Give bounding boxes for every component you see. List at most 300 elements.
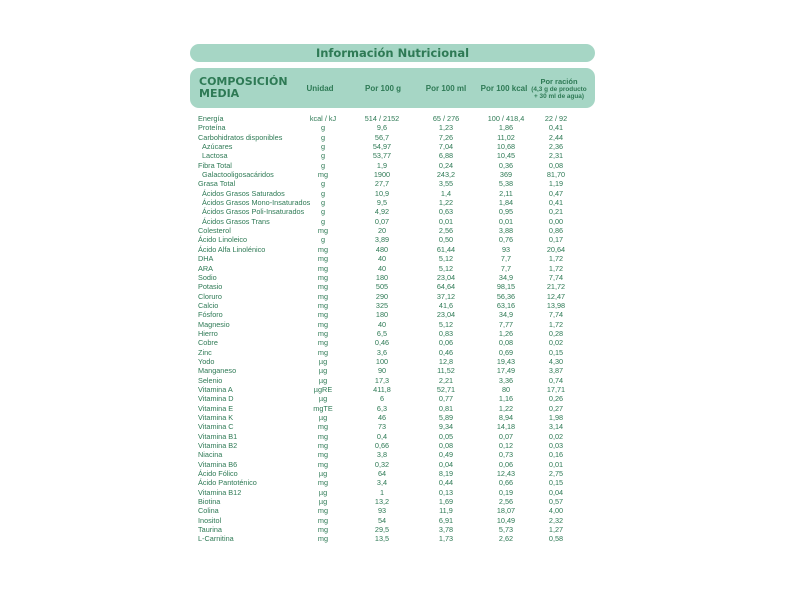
value-per-100ml: 0,24	[438, 160, 454, 170]
table-row	[198, 441, 588, 450]
nutrient-name: Fósforo	[198, 310, 223, 320]
value-per-portion: 81,70	[546, 170, 566, 180]
value-per-portion: 0,02	[548, 338, 564, 348]
value-per-100ml: 0,13	[438, 487, 454, 497]
value-per-100kcal: 0,95	[498, 207, 514, 217]
value-per-100ml: 7,04	[438, 142, 454, 152]
value-per-100g: 514 / 2152	[364, 114, 400, 123]
table-row	[198, 254, 588, 263]
value-per-portion: 0,21	[548, 207, 564, 217]
value-per-100g: 40	[377, 319, 387, 329]
nutrient-name: Magnesio	[198, 319, 230, 329]
table-row	[198, 404, 588, 413]
nutrient-unit: g	[320, 142, 326, 152]
value-per-100kcal: 5,73	[498, 525, 514, 535]
value-per-100ml: 2,56	[438, 226, 454, 236]
value-per-portion: 12,47	[546, 291, 566, 301]
table-row	[198, 432, 588, 441]
value-per-100kcal: 2,11	[499, 188, 513, 198]
value-per-portion: 0,57	[548, 497, 564, 507]
value-per-100kcal: 18,07	[496, 506, 516, 516]
value-per-100kcal: 12,43	[496, 469, 516, 479]
nutrient-unit: mg	[317, 226, 329, 236]
value-per-100kcal: 0,07	[498, 431, 514, 441]
table-row	[198, 189, 588, 198]
table-row	[198, 357, 588, 366]
table-row	[198, 413, 588, 422]
table-row	[198, 292, 588, 301]
value-per-100kcal: 63,16	[496, 300, 516, 310]
value-per-portion: 1,72	[548, 254, 564, 264]
value-per-100ml: 52,71	[436, 384, 456, 394]
table-row	[198, 506, 588, 515]
header-portion-note2: + 30 ml de agua)	[534, 92, 584, 100]
table-row	[198, 170, 588, 179]
header-per-100ml: Por 100 ml	[425, 83, 467, 93]
nutrient-unit: g	[320, 151, 326, 161]
value-per-portion: 1,19	[548, 179, 564, 189]
nutrient-name: Energía	[198, 114, 224, 123]
value-per-100ml: 0,06	[438, 338, 454, 348]
value-per-100kcal: 0,06	[498, 459, 514, 469]
table-row	[198, 385, 588, 394]
value-per-100g: 56,7	[374, 132, 390, 142]
value-per-portion: 0,28	[548, 328, 564, 338]
value-per-100kcal: 369	[499, 170, 513, 180]
table-row	[198, 217, 588, 226]
table-row	[198, 301, 588, 310]
value-per-100kcal: 7,7	[500, 263, 512, 273]
value-per-100g: 180	[375, 310, 389, 320]
value-per-100g: 0,07	[374, 216, 390, 226]
value-per-100kcal: 0,19	[498, 487, 514, 497]
value-per-100ml: 0,08	[438, 441, 454, 451]
value-per-100kcal: 0,01	[498, 216, 514, 226]
nutrient-unit: g	[320, 179, 326, 189]
nutrient-name: Fibra Total	[198, 160, 232, 170]
value-per-100ml: 61,44	[436, 244, 456, 254]
value-per-portion: 0,00	[548, 216, 564, 226]
nutrient-unit: mg	[317, 515, 329, 525]
value-per-100kcal: 10,45	[496, 151, 516, 161]
nutrient-name: Ácidos Grasos Mono-Insaturados	[202, 198, 311, 208]
value-per-100ml: 0,46	[438, 347, 454, 357]
value-per-portion: 1,98	[548, 413, 564, 422]
header-portion	[526, 68, 592, 108]
value-per-portion: 0,86	[548, 226, 564, 236]
value-per-portion: 0,47	[548, 188, 564, 198]
nutrient-unit: mg	[317, 441, 329, 451]
table-row	[198, 460, 588, 469]
value-per-100kcal: 34,9	[498, 310, 514, 320]
nutrient-name: Vitamina B6	[198, 459, 238, 469]
nutrient-unit: µg	[318, 356, 328, 366]
nutrient-name: Yodo	[198, 356, 215, 366]
nutrient-unit: mg	[317, 450, 329, 460]
nutrient-name: Calcio	[198, 300, 219, 310]
value-per-100kcal: 2,62	[498, 534, 514, 544]
value-per-portion: 7,74	[548, 272, 564, 282]
table-row	[198, 497, 588, 506]
value-per-100g: 0,46	[374, 338, 390, 348]
value-per-portion: 20,64	[546, 244, 566, 254]
nutrition-panel	[190, 44, 595, 108]
nutrient-name: Vitamina A	[198, 384, 233, 394]
value-per-100kcal: 1,84	[498, 198, 514, 208]
nutrient-unit: g	[320, 160, 326, 170]
value-per-100kcal: 0,66	[498, 478, 514, 488]
value-per-100ml: 0,83	[438, 328, 454, 338]
value-per-100ml: 64,64	[436, 282, 456, 292]
nutrient-name: Proteína	[198, 123, 226, 133]
table-row	[198, 394, 588, 403]
value-per-100ml: 1,73	[438, 534, 454, 544]
value-per-portion: 2,36	[548, 142, 564, 152]
value-per-100kcal: 0,76	[498, 235, 514, 245]
nutrient-unit: mg	[317, 300, 329, 310]
table-row	[198, 478, 588, 487]
nutrient-unit: mg	[317, 534, 329, 544]
value-per-100g: 93	[377, 506, 387, 516]
nutrient-name: Ácidos Grasos Trans	[202, 216, 270, 226]
value-per-portion: 3,14	[548, 422, 564, 432]
nutrient-unit: g	[320, 123, 326, 133]
nutrient-name: Manganeso	[198, 366, 237, 376]
nutrient-name: DHA	[198, 254, 214, 264]
panel-title: Información Nutricional	[190, 44, 595, 62]
table-row	[198, 151, 588, 160]
nutrient-name: Sodio	[198, 272, 217, 282]
value-per-100g: 54,97	[372, 142, 392, 152]
value-per-100kcal: 93	[501, 244, 511, 254]
value-per-portion: 2,32	[548, 515, 564, 525]
table-row	[198, 273, 588, 282]
nutrient-name: Potasio	[198, 282, 223, 292]
nutrient-name: Vitamina E	[198, 403, 234, 413]
table-row	[198, 488, 588, 497]
nutrient-name: Niacina	[198, 450, 223, 460]
nutrient-unit: µg	[318, 366, 328, 376]
nutrient-unit: mg	[317, 478, 329, 488]
value-per-portion: 1,27	[548, 525, 564, 535]
value-per-portion: 0,08	[548, 160, 564, 170]
nutrient-name: Inositol	[198, 515, 222, 525]
value-per-100g: 53,77	[372, 151, 392, 161]
value-per-100g: 100	[375, 356, 389, 366]
nutrient-unit: mg	[317, 431, 329, 441]
nutrient-name: ARA	[198, 263, 214, 273]
value-per-100kcal: 0,36	[498, 160, 514, 170]
value-per-100kcal: 34,9	[498, 272, 514, 282]
nutrition-table-body	[198, 114, 588, 544]
nutrient-name: Cloruro	[198, 291, 222, 301]
value-per-100kcal: 0,12	[498, 441, 514, 451]
nutrient-unit: g	[320, 198, 326, 208]
nutrient-unit: mg	[317, 319, 329, 329]
value-per-portion: 22 / 92	[544, 114, 568, 123]
table-row	[198, 310, 588, 319]
header-unit: Unidad	[306, 83, 334, 93]
value-per-portion: 1,72	[548, 263, 564, 273]
value-per-portion: 0,26	[548, 394, 564, 404]
nutrient-name: Ácido Alfa Linolénico	[198, 244, 266, 254]
header-composition: COMPOSICIÓN MEDIA	[199, 75, 288, 100]
value-per-100kcal: 1,86	[498, 123, 514, 133]
nutrient-name: Vitamina C	[198, 422, 234, 432]
value-per-100ml: 243,2	[436, 170, 456, 180]
table-row	[198, 235, 588, 244]
nutrient-unit: µgRE	[313, 384, 333, 394]
value-per-100ml: 1,22	[438, 198, 454, 208]
nutrient-name: Carbohidratos disponibles	[198, 132, 283, 142]
nutrient-unit: mg	[317, 459, 329, 469]
nutrient-name: Vitamina B2	[198, 441, 238, 451]
value-per-100g: 9,6	[376, 123, 388, 133]
value-per-100kcal: 10,68	[496, 142, 516, 152]
value-per-100kcal: 1,26	[498, 328, 514, 338]
nutrient-unit: g	[320, 216, 326, 226]
value-per-portion: 0,58	[548, 534, 564, 544]
value-per-100ml: 5,12	[438, 254, 454, 264]
value-per-100kcal: 80	[501, 384, 511, 394]
value-per-portion: 2,31	[548, 151, 564, 161]
value-per-100kcal: 3,88	[498, 226, 514, 236]
value-per-100ml: 8,19	[438, 469, 454, 479]
value-per-100g: 180	[375, 272, 389, 282]
value-per-100ml: 0,49	[438, 450, 454, 460]
nutrient-name: Vitamina B1	[198, 431, 238, 441]
table-row	[198, 142, 588, 151]
value-per-100g: 0,4	[376, 431, 388, 441]
value-per-portion: 0,15	[548, 347, 564, 357]
table-row	[198, 376, 588, 385]
value-per-100ml: 6,91	[438, 515, 454, 525]
value-per-portion: 0,17	[548, 235, 564, 245]
value-per-100ml: 0,63	[438, 207, 454, 217]
value-per-portion: 0,01	[548, 459, 564, 469]
nutrient-name: Zinc	[198, 347, 212, 357]
table-row	[198, 366, 588, 375]
nutrient-unit: mg	[317, 347, 329, 357]
nutrient-name: Selenio	[198, 375, 223, 385]
nutrient-unit: µg	[318, 413, 328, 422]
nutrient-name: L-Carnitina	[198, 534, 234, 544]
nutrient-name: Galactooligosacáridos	[202, 170, 274, 180]
value-per-100kcal: 11,02	[497, 132, 515, 142]
value-per-100kcal: 8,94	[498, 413, 514, 422]
nutrient-unit: µg	[318, 497, 328, 507]
table-row	[198, 198, 588, 207]
value-per-100kcal: 0,73	[498, 450, 514, 460]
header-portion-title: Por ración	[540, 76, 578, 86]
nutrient-name: Colina	[198, 506, 219, 516]
value-per-portion: 0,74	[548, 375, 564, 385]
nutrient-unit: mg	[317, 272, 329, 282]
value-per-100ml: 23,04	[436, 310, 456, 320]
value-per-100g: 54	[377, 515, 387, 525]
value-per-100g: 3,8	[376, 450, 388, 460]
header-portion-note1: (4,3 g de producto	[531, 85, 587, 93]
value-per-100g: 27,7	[374, 179, 390, 189]
value-per-portion: 0,41	[548, 123, 564, 133]
value-per-100ml: 0,44	[438, 478, 454, 488]
value-per-100g: 480	[375, 244, 389, 254]
nutrient-unit: kcal / kJ	[309, 114, 337, 123]
nutrient-unit: mgTE	[313, 403, 333, 413]
nutrient-name: Biotina	[198, 497, 221, 507]
nutrient-unit: µg	[318, 375, 328, 385]
nutrient-unit: µg	[318, 487, 328, 497]
value-per-100ml: 65 / 276	[432, 114, 460, 123]
value-per-100kcal: 14,18	[496, 422, 516, 432]
value-per-100g: 3,89	[374, 235, 390, 245]
value-per-portion: 13,98	[546, 300, 566, 310]
value-per-portion: 7,74	[548, 310, 564, 320]
value-per-100kcal: 98,15	[496, 282, 516, 292]
nutrient-unit: mg	[317, 338, 329, 348]
value-per-100ml: 2,21	[438, 375, 454, 385]
nutrient-name: Ácido Linoleico	[198, 235, 248, 245]
value-per-100g: 6,3	[376, 403, 388, 413]
value-per-portion: 2,75	[548, 469, 564, 479]
nutrient-unit: mg	[317, 291, 329, 301]
nutrient-unit: µg	[318, 469, 328, 479]
nutrient-name: Ácido Fólico	[198, 469, 238, 479]
header-per-100kcal: Por 100 kcal	[480, 83, 528, 93]
value-per-100ml: 9,34	[438, 422, 454, 432]
header-per-100g: Por 100 g	[364, 83, 401, 93]
nutrient-unit: µg	[318, 394, 328, 404]
nutrient-unit: g	[320, 188, 326, 198]
value-per-100kcal: 7,77	[498, 319, 514, 329]
nutrient-name: Cobre	[198, 338, 218, 348]
value-per-100ml: 0,04	[438, 459, 454, 469]
value-per-portion: 0,03	[548, 441, 564, 451]
value-per-100kcal: 100 / 418,4	[487, 114, 525, 123]
value-per-100g: 73	[377, 422, 387, 432]
nutrient-name: Ácidos Grasos Poli-Insaturados	[202, 207, 305, 217]
value-per-100ml: 41,6	[438, 300, 454, 310]
value-per-100ml: 6,88	[438, 151, 454, 161]
nutrient-unit: mg	[317, 254, 329, 264]
table-row	[198, 534, 588, 543]
value-per-100kcal: 5,38	[498, 179, 514, 189]
value-per-100g: 29,5	[374, 525, 390, 535]
nutrient-name: Azúcares	[202, 142, 233, 152]
table-header	[190, 68, 595, 108]
value-per-100kcal: 7,7	[500, 254, 512, 264]
table-row	[198, 133, 588, 142]
value-per-portion: 0,04	[548, 487, 564, 497]
nutrient-name: Taurina	[198, 525, 222, 535]
value-per-100g: 64	[377, 469, 387, 479]
table-row	[198, 525, 588, 534]
nutrient-name: Lactosa	[202, 151, 228, 161]
nutrient-unit: g	[320, 132, 326, 142]
value-per-100ml: 3,55	[438, 179, 454, 189]
value-per-100ml: 1,4	[440, 188, 452, 198]
value-per-100kcal: 56,36	[496, 291, 516, 301]
table-row	[198, 123, 588, 132]
nutrient-unit: mg	[317, 263, 329, 273]
value-per-portion: 0,15	[548, 478, 564, 488]
table-row	[198, 114, 588, 123]
value-per-100g: 46	[377, 413, 387, 422]
value-per-portion: 4,30	[548, 356, 564, 366]
nutrient-unit: mg	[317, 422, 329, 432]
nutrient-name: Ácidos Grasos Saturados	[202, 188, 285, 198]
table-row	[198, 469, 588, 478]
value-per-100ml: 5,89	[438, 413, 454, 422]
value-per-100g: 6	[379, 394, 385, 404]
value-per-100kcal: 10,49	[496, 515, 516, 525]
nutrient-unit: mg	[317, 244, 329, 254]
value-per-100ml: 5,12	[438, 319, 454, 329]
value-per-100ml: 37,12	[436, 291, 456, 301]
value-per-100ml: 0,01	[438, 216, 454, 226]
value-per-100g: 1	[379, 487, 385, 497]
table-row	[198, 226, 588, 235]
value-per-100g: 90	[377, 366, 387, 376]
nutrient-name: Colesterol	[198, 226, 231, 236]
value-per-100ml: 3,78	[438, 525, 454, 535]
table-row	[198, 329, 588, 338]
value-per-portion: 17,71	[546, 384, 566, 394]
value-per-portion: 2,44	[548, 132, 564, 142]
value-per-100ml: 23,04	[436, 272, 456, 282]
value-per-100ml: 0,05	[438, 431, 454, 441]
value-per-100g: 13,5	[374, 534, 390, 544]
nutrient-unit: mg	[317, 282, 329, 292]
value-per-100g: 1900	[373, 170, 391, 180]
value-per-100g: 3,6	[376, 347, 388, 357]
value-per-100ml: 11,52	[437, 366, 455, 376]
value-per-100kcal: 1,22	[498, 403, 514, 413]
value-per-100ml: 0,77	[438, 394, 454, 404]
nutrient-unit: mg	[317, 170, 329, 180]
table-row	[198, 245, 588, 254]
table-row	[198, 179, 588, 188]
value-per-portion: 0,27	[548, 403, 564, 413]
table-row	[198, 422, 588, 431]
value-per-100g: 411,8	[373, 384, 391, 394]
value-per-100g: 3,4	[376, 478, 388, 488]
value-per-100g: 20	[377, 226, 387, 236]
value-per-100g: 0,66	[374, 441, 390, 451]
value-per-100kcal: 2,56	[498, 497, 514, 507]
value-per-portion: 0,41	[548, 198, 564, 208]
nutrient-unit: g	[320, 207, 326, 217]
value-per-100kcal: 0,69	[498, 347, 514, 357]
value-per-100g: 505	[375, 282, 389, 292]
value-per-portion: 4,00	[548, 506, 564, 516]
value-per-100g: 1,9	[376, 160, 388, 170]
value-per-portion: 0,02	[548, 431, 564, 441]
table-row	[198, 320, 588, 329]
table-row	[198, 207, 588, 216]
value-per-100g: 290	[375, 291, 389, 301]
value-per-100kcal: 0,08	[498, 338, 514, 348]
value-per-100kcal: 1,16	[498, 394, 514, 404]
value-per-portion: 3,87	[548, 366, 564, 376]
value-per-100ml: 7,26	[438, 132, 454, 142]
value-per-100ml: 12,8	[438, 356, 454, 366]
value-per-100g: 4,92	[374, 207, 390, 217]
table-row	[198, 282, 588, 291]
value-per-100ml: 1,69	[438, 497, 454, 507]
value-per-100ml: 0,81	[438, 403, 454, 413]
value-per-100g: 10,9	[374, 188, 390, 198]
